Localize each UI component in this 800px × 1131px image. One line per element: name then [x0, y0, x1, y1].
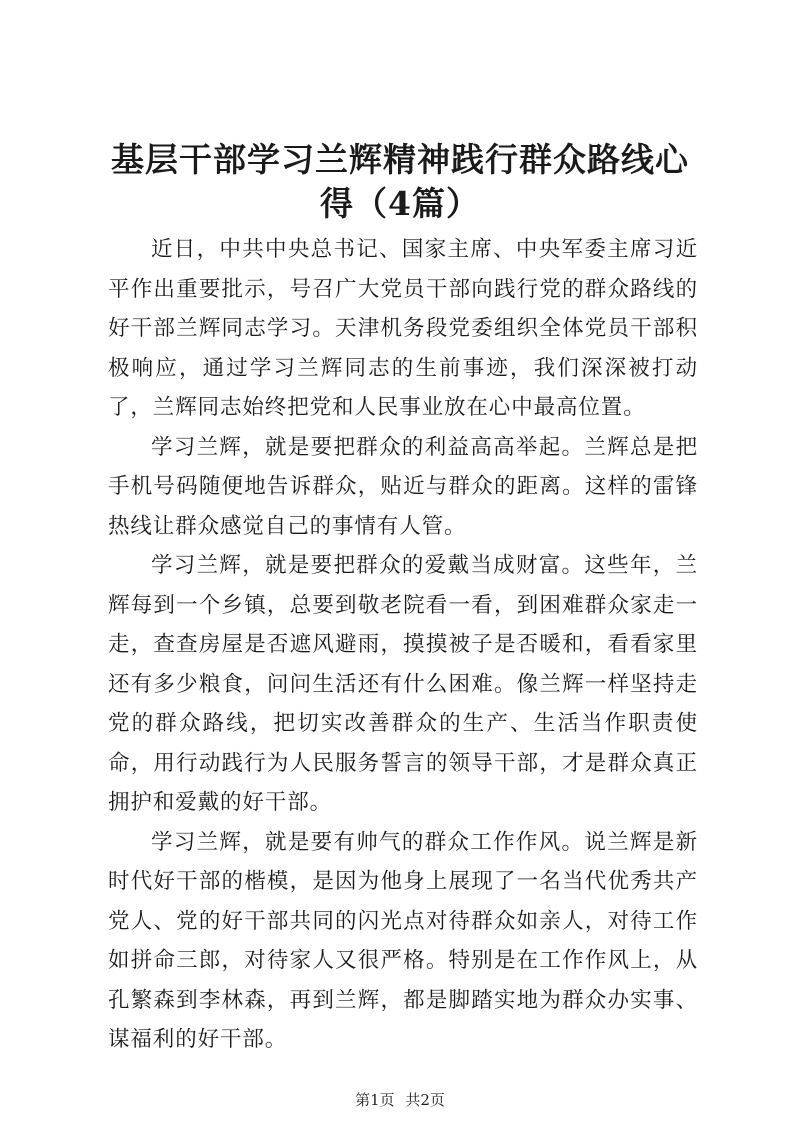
paragraph-1: 近日，中共中央总书记、国家主席、中央军委主席习近平作出重要批示，号召广大党员干部向践行党的群众路线的好干部兰辉同志学习。天津机务段党委组织全体党员干部积极响应，通过学习兰辉同志的生前事迹，我们深深被打动了，兰辉同志始终把党和人民事业放在心中最高位置。	[108, 237, 698, 420]
page-total: 共2页	[405, 1091, 445, 1109]
paragraph-2: 学习兰辉，就是要把群众的利益高高举起。兰辉总是把手机号码随便地告诉群众，贴近与群众的距离。这样的雷锋热线让群众感觉自己的事情有人管。	[108, 434, 698, 539]
page-number: 第1页	[355, 1091, 395, 1109]
document-body	[108, 230, 698, 1060]
paragraph-4: 学习兰辉，就是要有帅气的群众工作作风。说兰辉是新时代好干部的楷模，是因为他身上展现了一名当代优秀共产党人、党的好干部共同的闪光点对待群众如亲人，对待工作如拼命三郎，对待家人又很严格。特别是在工作作风上，从孔繁森到李林森，再到兰辉，都是脚踏实地为群众办实事、谋福利的好干部。	[108, 829, 698, 1052]
page-footer	[0, 1090, 800, 1110]
paragraph-3: 学习兰辉，就是要把群众的爱戴当成财富。这些年，兰辉每到一个乡镇，总要到敬老院看一看，到困难群众家走一走，查查房屋是否遮风避雨，摸摸被子是否暖和，看看家里还有多少粮食，问问生活还有什么困难。像兰辉一样坚持走党的群众路线，把切实改善群众的生产、生活当作职责使命，用行动践行为人民服务誓言的领导干部，才是群众真正拥护和爱戴的好干部。	[108, 553, 698, 815]
document-title: 基层干部学习兰辉精神践行群众路线心得（4篇）	[111, 140, 689, 223]
